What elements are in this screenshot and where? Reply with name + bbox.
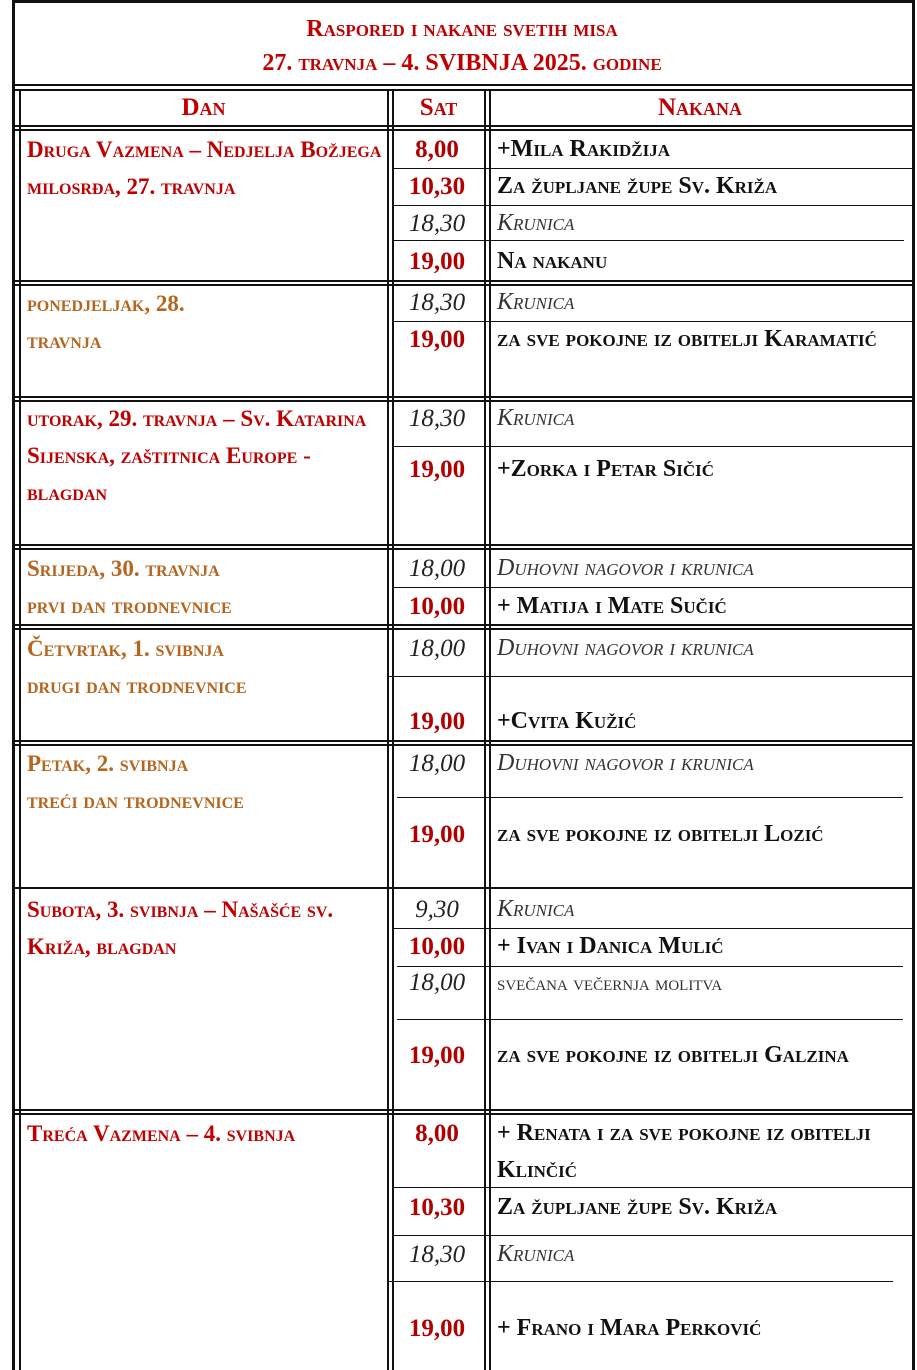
mass-time: 10,00: [408, 593, 466, 620]
mass-time: 8,00: [415, 136, 459, 163]
mass-time: 18,30: [408, 289, 466, 316]
day-label: utorak, 29. travnja – Sv. Katarina Sijenska, zaštitnica Europe - blagdan: [27, 406, 367, 505]
divider: [15, 396, 914, 398]
day-sublabel: drugi dan trodnevnice: [27, 673, 247, 698]
mass-time: 19,00: [408, 1315, 466, 1342]
mass-time: 10,30: [408, 173, 466, 200]
mass-time: 19,00: [408, 821, 466, 848]
divider: [15, 280, 914, 282]
mass-time: 19,00: [408, 1042, 466, 1069]
row-divider: [392, 446, 914, 447]
mass-intention: Krunica: [497, 405, 575, 431]
mass-time: 18,30: [408, 1241, 466, 1268]
divider: [15, 887, 914, 889]
day-label: Treća Vazmena – 4. svibnja: [27, 1121, 296, 1146]
mass-time: 18,00: [408, 635, 466, 662]
schedule-title: [22, 12, 902, 80]
mass-time: 18,00: [408, 555, 466, 582]
column-divider: [489, 89, 491, 1370]
row-divider: [387, 1281, 893, 1282]
day-label: Četvrtak, 1. svibnja: [27, 636, 224, 661]
day-label: ponedjeljak, 28. travnja: [27, 291, 185, 353]
mass-time: 10,30: [408, 1194, 466, 1221]
mass-intention: Duhovni nagovor i krunica: [497, 555, 754, 581]
column-divider: [484, 89, 486, 1370]
title-line-1: Raspored i nakane svetih misa: [306, 16, 618, 42]
mass-time: 9,30: [415, 896, 459, 923]
mass-intention: +Mila Rakidžija: [497, 136, 671, 162]
divider: [15, 84, 914, 86]
header-day: Dan: [181, 94, 226, 121]
mass-time: 18,30: [408, 210, 466, 237]
day-sublabel: prvi dan trodnevnice: [27, 593, 232, 618]
mass-intention: +Zorka i Petar Sičić: [497, 456, 715, 482]
mass-intention: Za župljane župe Sv. Križa: [497, 1194, 778, 1220]
mass-intention: za sve pokojne iz obitelji Galzina: [497, 1042, 849, 1068]
divider: [15, 544, 914, 546]
mass-intention: za sve pokojne iz obitelji Lozić: [497, 821, 824, 847]
mass-intention: Krunica: [497, 896, 575, 922]
mass-intention: + Ivan i Danica Mulić: [497, 933, 724, 959]
mass-intention: Krunica: [497, 289, 575, 315]
mass-time: 19,00: [408, 248, 466, 275]
mass-intention: Krunica: [497, 1241, 575, 1267]
mass-intention: Duhovni nagovor i krunica: [497, 750, 754, 776]
mass-intention: + Frano i Mara Perković: [497, 1315, 762, 1341]
divider: [15, 740, 914, 742]
mass-time: 18,30: [408, 405, 466, 432]
mass-time: 19,00: [408, 456, 466, 483]
row-divider: [397, 1019, 903, 1020]
mass-time: 18,00: [408, 969, 466, 996]
mass-intention: Duhovni nagovor i krunica: [497, 635, 754, 661]
row-divider: [387, 676, 914, 677]
mass-time: 8,00: [415, 1120, 459, 1147]
mass-intention: Krunica: [497, 210, 575, 236]
column-divider: [19, 89, 21, 1370]
mass-intention: + Matija i Mate Sučić: [497, 593, 727, 619]
title-line-2: 27. travnja – 4. SVIBNJA 2025. godine: [262, 50, 662, 76]
mass-time: 10,00: [408, 933, 466, 960]
header-time: Sat: [419, 94, 458, 121]
day-label: Subota, 3. svibnja – Našašće sv. Križa, blagdan: [27, 897, 334, 959]
mass-intention: + Renata i za sve pokojne iz obitelji Klinčić: [497, 1120, 871, 1183]
day-label: Petak, 2. svibnja: [27, 751, 189, 776]
mass-intention: +Cvita Kužić: [497, 708, 637, 734]
day-sublabel: treći dan trodnevnice: [27, 788, 244, 813]
column-divider: [387, 89, 389, 1370]
mass-intention: Za župljane župe Sv. Križa: [497, 173, 778, 199]
mass-intention: Na nakanu: [497, 248, 608, 274]
mass-time: 19,00: [408, 708, 466, 735]
mass-intention: svečana večernja molitva: [497, 971, 723, 995]
day-label: Srijeda, 30. travnja: [27, 556, 220, 581]
mass-time: 19,00: [408, 326, 466, 353]
mass-intention: za sve pokojne iz obitelji Karamatić: [497, 326, 877, 352]
divider: [15, 1109, 914, 1111]
day-label: Druga Vazmena – Nedjelja Božjega milosrđa, 27. travnja: [27, 137, 382, 199]
mass-time: 18,00: [408, 750, 466, 777]
row-divider: [397, 797, 903, 798]
header-intention: Nakana: [657, 94, 743, 121]
